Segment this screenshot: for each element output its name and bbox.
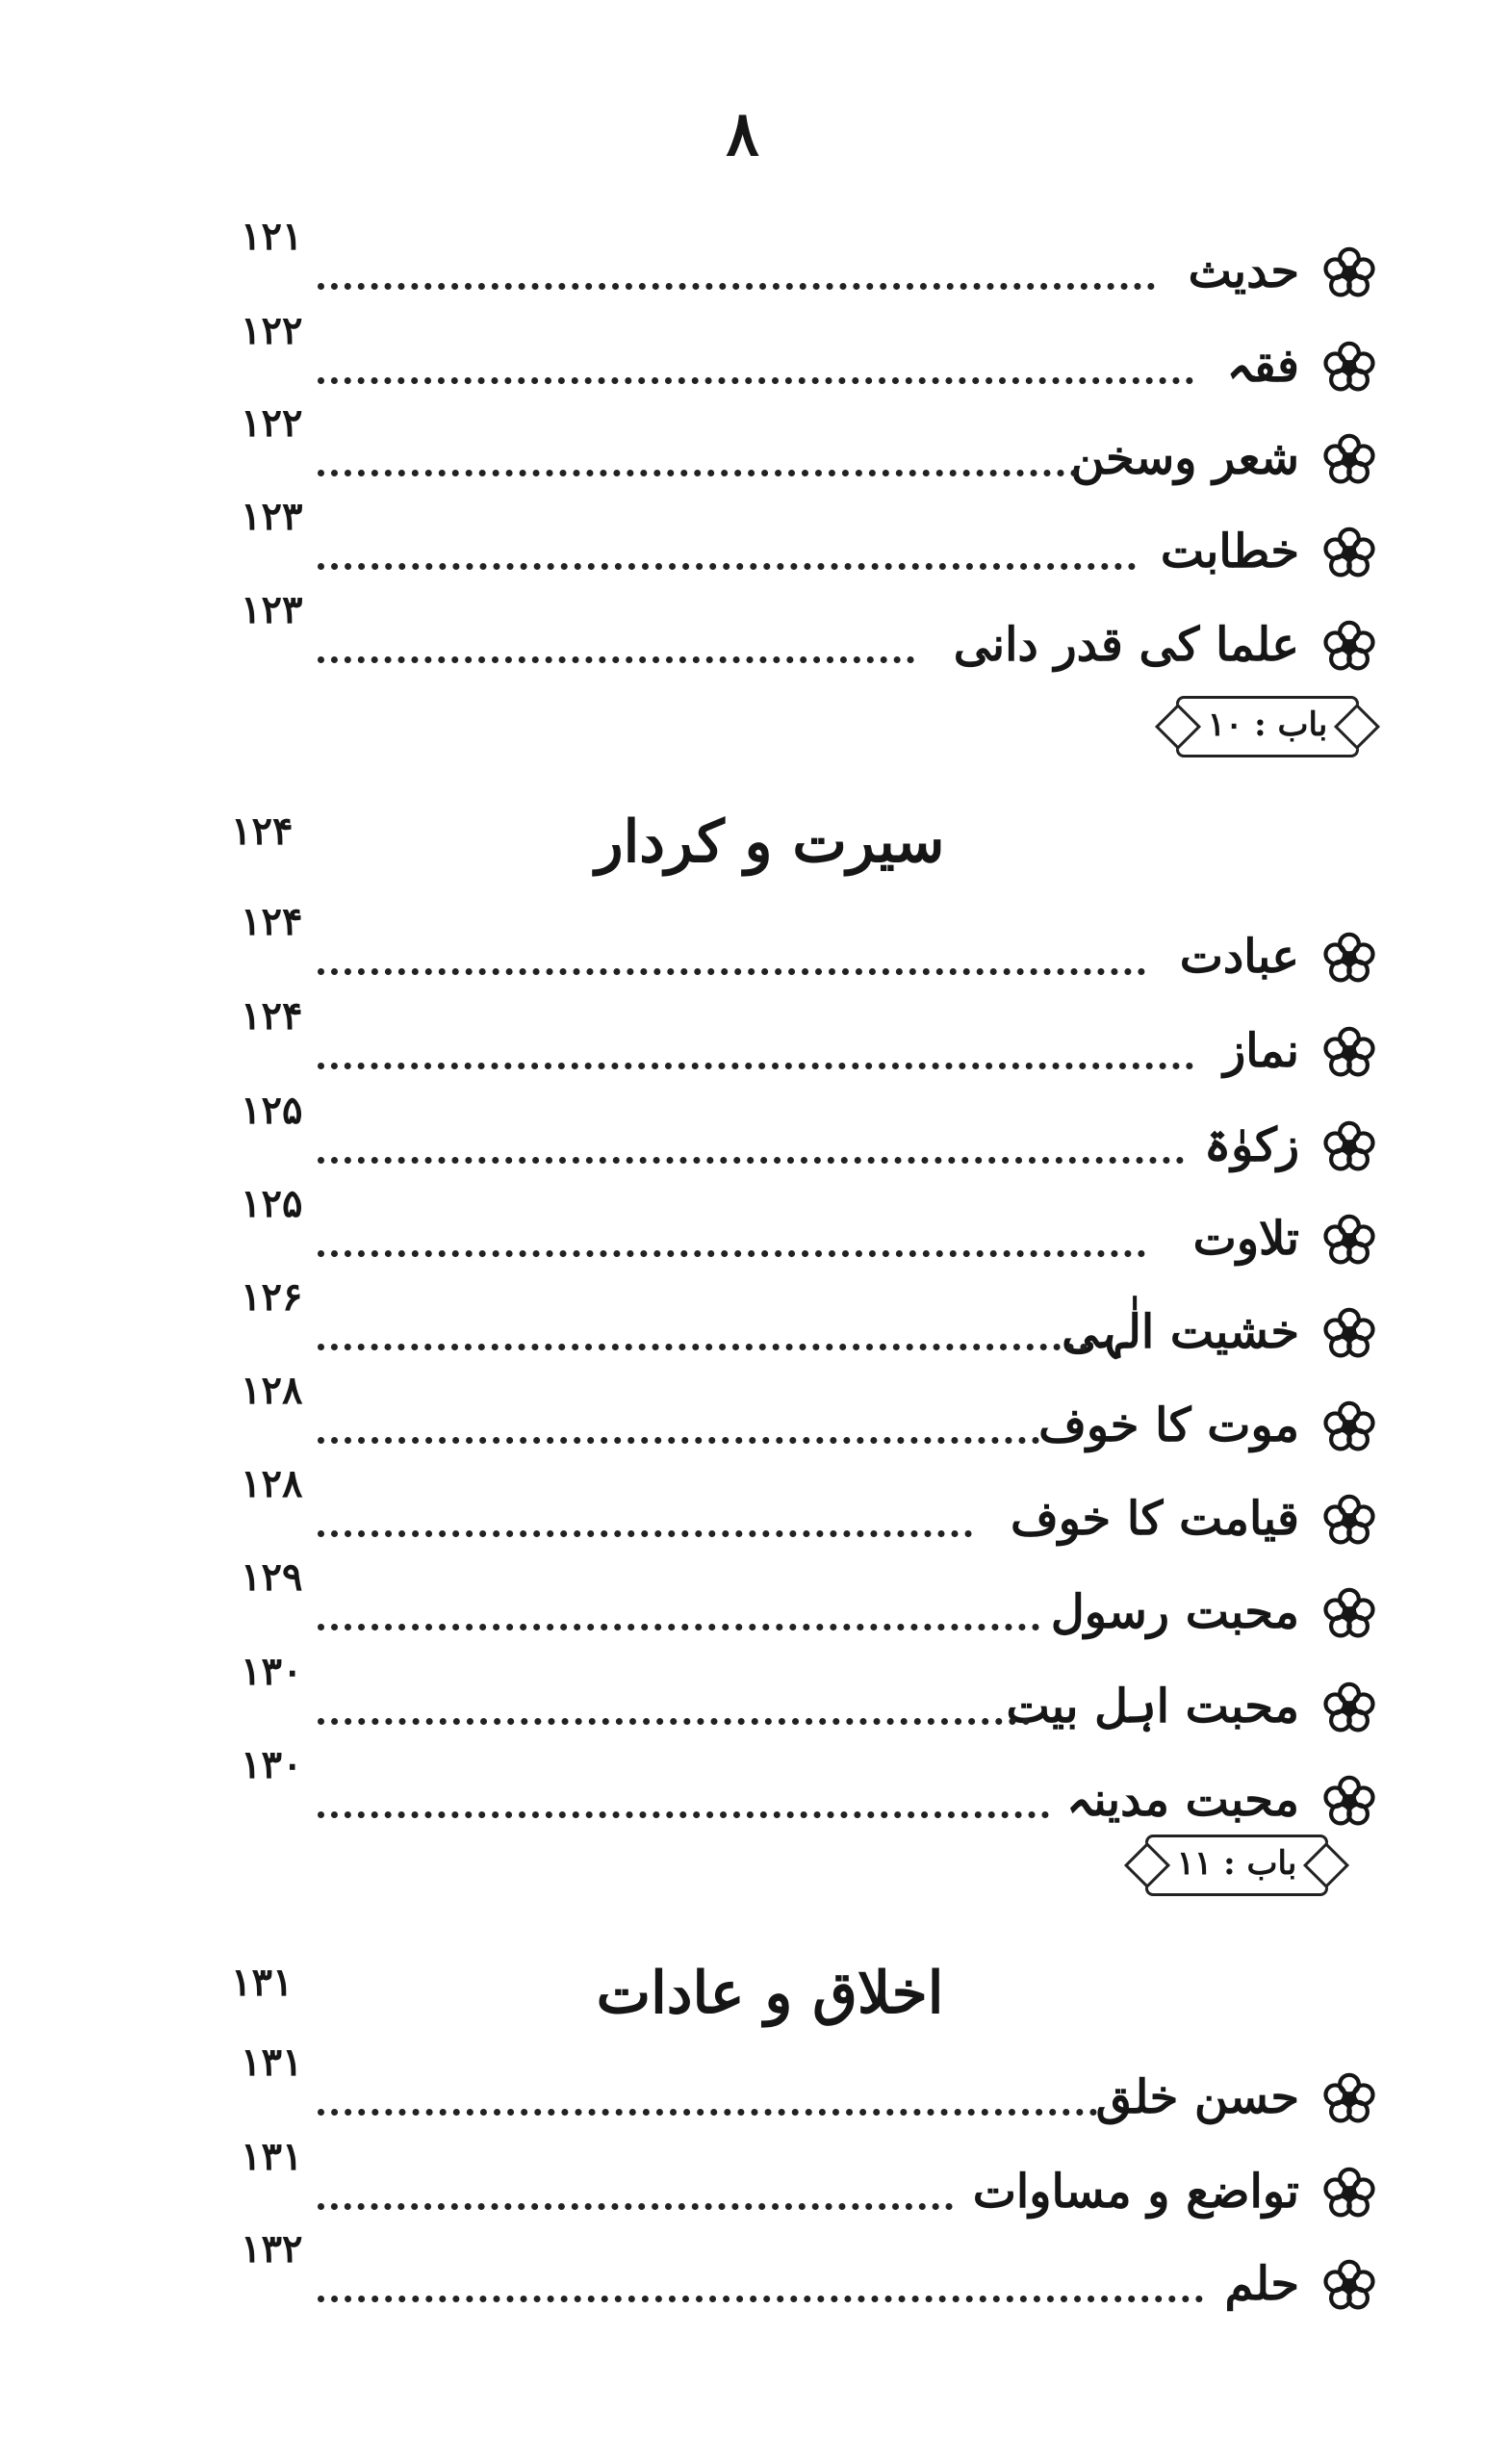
leader-dots — [318, 1024, 1193, 1069]
toc-title: حسن خلق — [1095, 2070, 1299, 2124]
toc-entry[interactable] — [241, 1554, 1376, 1649]
toc-page-number: ۱۳۱ — [241, 2134, 303, 2179]
leader-dots — [318, 525, 1136, 570]
toc-title: محبت اہل بیت — [1006, 1680, 1299, 1733]
section-page-number: ۱۳۱ — [231, 1960, 294, 2005]
toc-page-number: ۱۲۴ — [241, 993, 303, 1039]
toc-title: حلم — [1224, 2257, 1299, 2311]
leader-dots — [318, 1399, 1039, 1444]
toc-title: خشیت الٰہی — [1062, 1305, 1299, 1359]
toc-page-number: ۱۲۶ — [241, 1274, 303, 1320]
leader-dots — [318, 2165, 953, 2210]
toc-entry[interactable] — [241, 494, 1376, 588]
leader-dots — [318, 1305, 1088, 1350]
leader-dots — [318, 339, 1193, 384]
toc-entry[interactable] — [241, 1368, 1376, 1462]
section-title: اخلاق و عادات — [596, 1960, 944, 2027]
flower-bullet-icon — [1322, 1775, 1376, 1829]
flower-bullet-icon — [1322, 433, 1376, 487]
toc-entry[interactable] — [241, 2134, 1376, 2228]
flower-bullet-icon — [1322, 341, 1376, 395]
flower-bullet-icon — [1322, 1400, 1376, 1454]
toc-title: فقہ — [1226, 339, 1299, 393]
toc-page-number: ۱۲۴ — [241, 899, 303, 944]
toc-page-number: ۱۲۵ — [241, 1088, 303, 1133]
leader-dots — [318, 431, 1078, 476]
leader-dots — [318, 2070, 1097, 2116]
toc-title: خطابت — [1160, 525, 1299, 578]
toc-title: شعر وسخن — [1070, 431, 1299, 485]
leader-dots — [318, 1118, 1184, 1164]
toc-page-number: ۱۳۰ — [241, 1649, 303, 1694]
toc-entry[interactable] — [241, 1274, 1376, 1369]
toc-page-number: ۱۲۸ — [241, 1461, 303, 1506]
flower-bullet-icon — [1322, 1494, 1376, 1548]
toc-page-number: ۱۲۳ — [241, 587, 303, 632]
toc-page-number: ۱۳۱ — [241, 2040, 303, 2085]
toc-entry[interactable] — [241, 400, 1376, 495]
leader-dots — [318, 1212, 1145, 1257]
toc-title: حدیث — [1188, 244, 1299, 298]
chapter-tag: باب : ۱۱ — [1145, 1835, 1328, 1896]
leader-dots — [318, 1585, 1039, 1630]
section-page-number: ۱۲۴ — [231, 808, 294, 854]
toc-title: تلاوت — [1192, 1212, 1299, 1266]
toc-title: عبادت — [1179, 930, 1299, 984]
section-heading — [192, 808, 1347, 895]
toc-entry[interactable] — [241, 1461, 1376, 1555]
flower-bullet-icon — [1322, 1214, 1376, 1268]
toc-entry[interactable] — [241, 2040, 1376, 2134]
toc-page-number: ۱۲۳ — [241, 494, 303, 539]
toc-entry[interactable] — [241, 308, 1376, 402]
toc-title: موت کا خوف — [1038, 1399, 1299, 1452]
flower-bullet-icon — [1322, 1120, 1376, 1174]
leader-dots — [318, 1680, 1030, 1725]
flower-bullet-icon — [1322, 2167, 1376, 2220]
chapter-tag: باب : ۱۰ — [1176, 696, 1359, 757]
flower-bullet-icon — [1322, 526, 1376, 580]
flower-bullet-icon — [1322, 1587, 1376, 1641]
toc-entry[interactable] — [241, 1649, 1376, 1743]
toc-title: قیامت کا خوف — [1010, 1492, 1299, 1546]
toc-page-number: ۱۳۰ — [241, 1742, 303, 1787]
leader-dots — [318, 930, 1145, 975]
flower-bullet-icon — [1322, 2072, 1376, 2126]
flower-bullet-icon — [1322, 246, 1376, 300]
toc-entry[interactable] — [241, 1742, 1376, 1836]
toc-page-number: ۱۲۲ — [241, 308, 303, 353]
toc-entry[interactable] — [241, 214, 1376, 308]
toc-title: نماز — [1223, 1024, 1299, 1078]
toc-entry[interactable] — [241, 1088, 1376, 1182]
toc-title: محبت مدینہ — [1066, 1773, 1299, 1827]
flower-bullet-icon — [1322, 2259, 1376, 2313]
toc-title: تواضع و مساوات — [972, 2165, 1299, 2219]
toc-page-number: ۱۲۹ — [241, 1554, 303, 1600]
toc-entry[interactable] — [241, 587, 1376, 681]
flower-bullet-icon — [1322, 620, 1376, 674]
toc-page-number: ۱۳۲ — [241, 2226, 303, 2272]
leader-dots — [318, 2257, 1203, 2302]
toc-entry[interactable] — [241, 2226, 1376, 2321]
toc-page-number: ۱۲۸ — [241, 1368, 303, 1413]
toc-title: علما کی قدر دانی — [953, 618, 1299, 672]
toc-title: محبت رسول — [1050, 1585, 1299, 1639]
toc-page-number: ۱۲۵ — [241, 1181, 303, 1226]
leader-dots — [318, 1492, 972, 1537]
leader-dots — [318, 618, 914, 663]
flower-bullet-icon — [1322, 932, 1376, 986]
toc-entry[interactable] — [241, 1181, 1376, 1275]
toc-page-number: ۱۲۱ — [241, 214, 303, 259]
flower-bullet-icon — [1322, 1307, 1376, 1361]
toc-title: زکوٰۃ — [1204, 1118, 1299, 1172]
flower-bullet-icon — [1322, 1026, 1376, 1080]
toc-page-number: ۱۲۲ — [241, 400, 303, 446]
toc-entry[interactable] — [241, 993, 1376, 1088]
section-title: سیرت و کردار — [595, 808, 945, 876]
flower-bullet-icon — [1322, 1681, 1376, 1735]
page-number: ٨ — [726, 98, 759, 170]
toc-entry[interactable] — [241, 899, 1376, 993]
section-heading — [192, 1960, 1347, 2046]
leader-dots — [318, 1773, 1049, 1818]
leader-dots — [318, 244, 1155, 290]
